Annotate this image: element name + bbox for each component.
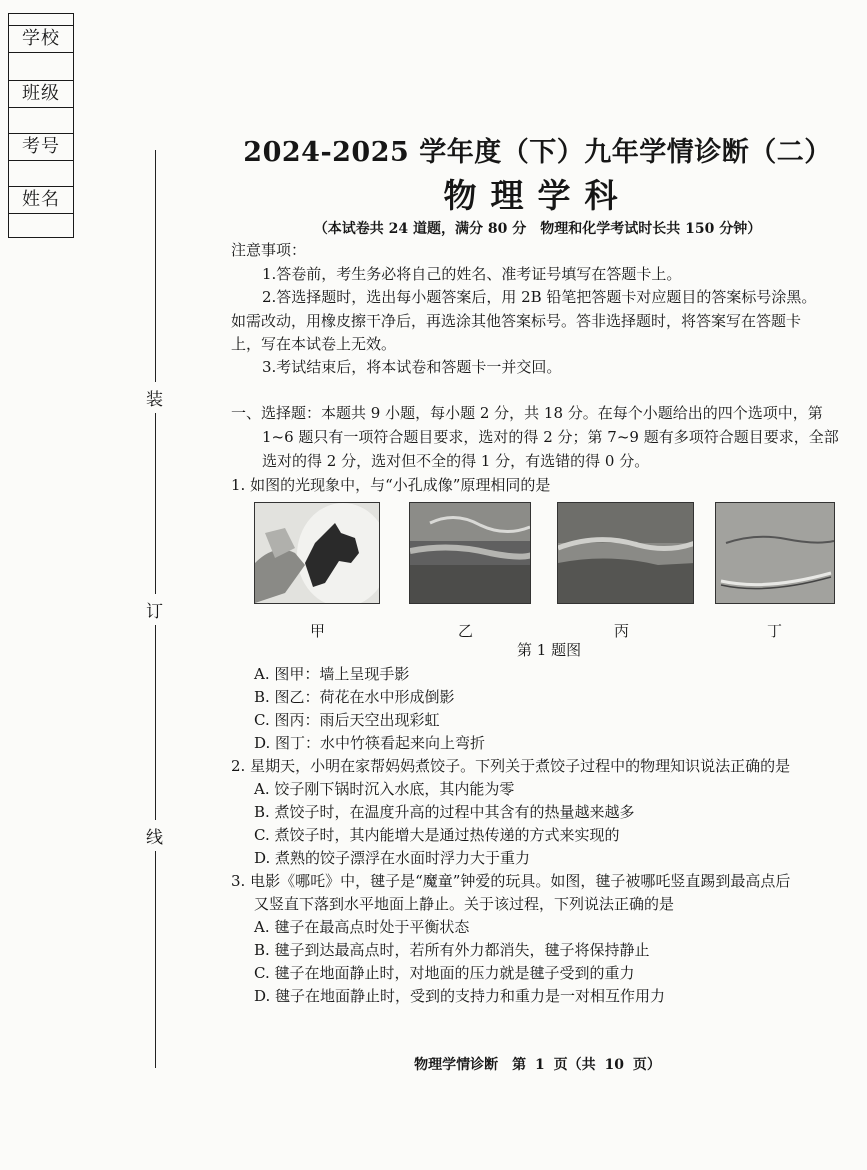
q1-figure-yi-lotus-reflection [409, 502, 531, 604]
q3-option-c: C. 毽子在地面静止时，对地面的压力就是毽子受到的重力 [254, 964, 635, 982]
page-footer: 物理学情诊断 第 1 页（共 10 页） [414, 1057, 661, 1073]
note-line-4: 上，写在本试卷上无效。 [231, 335, 397, 353]
q3-option-a: A. 毽子在最高点时处于平衡状态 [254, 918, 470, 936]
q3-stem-line-2: 又竖直下落到水平地面上静止。关于该过程，下列说法正确的是 [254, 895, 675, 913]
q1-figure-bing-rainbow [557, 502, 694, 604]
q1-option-c: C. 图丙：雨后天空出现彩虹 [254, 711, 440, 729]
q1-option-a: A. 图甲：墙上呈现手影 [254, 665, 410, 683]
q2-option-d: D. 煮熟的饺子漂浮在水面时浮力大于重力 [254, 849, 531, 867]
exam-meta: （本试卷共 24 道题，满分 80 分 物理和化学考试时长共 150 分钟） [313, 221, 762, 237]
exam-number-field-label: 考号 [9, 133, 73, 161]
q1-figure-label-bing: 丙 [614, 622, 630, 640]
q1-figure-label-yi: 乙 [458, 622, 474, 640]
q1-figure-label-jia: 甲 [310, 622, 326, 640]
binding-mark-xian: 线 [146, 820, 163, 851]
q2-option-c: C. 煮饺子时，其内能增大是通过热传递的方式来实现的 [254, 826, 620, 844]
q1-figure-jia-hand-shadow [254, 502, 380, 604]
section1-line-2: 1~6 题只有一项符合题目要求，选对的得 2 分；第 7~9 题有多项符合题目要求，全部 [262, 428, 839, 446]
exam-title: 2024-2025 学年度（下）九年学情诊断（二） [243, 137, 832, 168]
section1-line-1: 一、选择题：本题共 9 小题，每小题 2 分，共 18 分。在每个小题给出的四个选项中，第 [231, 404, 823, 422]
notes-heading: 注意事项： [231, 241, 307, 259]
name-field-label: 姓名 [9, 186, 73, 214]
school-field-label: 学校 [9, 25, 73, 53]
q1-stem: 1. 如图的光现象中，与“小孔成像”原理相同的是 [231, 476, 551, 494]
q1-option-b: B. 图乙：荷花在水中形成倒影 [254, 688, 455, 706]
note-line-1: 1.答卷前，考生务必将自己的姓名、准考证号填写在答题卡上。 [262, 265, 682, 283]
q3-stem-line-1: 3. 电影《哪吒》中，毽子是“魔童”钟爱的玩具。如图，毽子被哪吒竖直踢到最高点后 [231, 872, 791, 890]
q3-option-d: D. 毽子在地面静止时，受到的支持力和重力是一对相互作用力 [254, 987, 666, 1005]
subject-title: 物理学科 [443, 176, 632, 215]
binding-mark-zhuang: 装 [146, 382, 163, 413]
binding-mark-ding: 订 [146, 594, 163, 625]
q2-stem: 2. 星期天，小明在家帮妈妈煮饺子。下列关于煮饺子过程中的物理知识说法正确的是 [231, 757, 791, 775]
q2-option-b: B. 煮饺子时，在温度升高的过程中其含有的热量越来越多 [254, 803, 635, 821]
q1-figure-label-ding: 丁 [767, 622, 783, 640]
note-line-3: 如需改动，用橡皮擦干净后，再选涂其他答案标号。答非选择题时，将答案写在答题卡 [231, 312, 802, 330]
section1-line-3: 选对的得 2 分，选对但不全的得 1 分，有选错的得 0 分。 [262, 452, 650, 470]
q1-figure-ding-bent-chopsticks [715, 502, 835, 604]
q2-option-a: A. 饺子刚下锅时沉入水底，其内能为零 [254, 780, 515, 798]
note-line-5: 3.考试结束后，将本试卷和答题卡一并交回。 [262, 358, 562, 376]
q1-option-d: D. 图丁：水中竹筷看起来向上弯折 [254, 734, 486, 752]
class-field-label: 班级 [9, 80, 73, 108]
q3-option-b: B. 毽子到达最高点时，若所有外力都消失，毽子将保持静止 [254, 941, 650, 959]
note-line-2: 2.答选择题时，选出每小题答案后，用 2B 铅笔把答题卡对应题目的答案标号涂黑。 [262, 288, 817, 306]
q1-figure-caption: 第 1 题图 [517, 641, 582, 659]
